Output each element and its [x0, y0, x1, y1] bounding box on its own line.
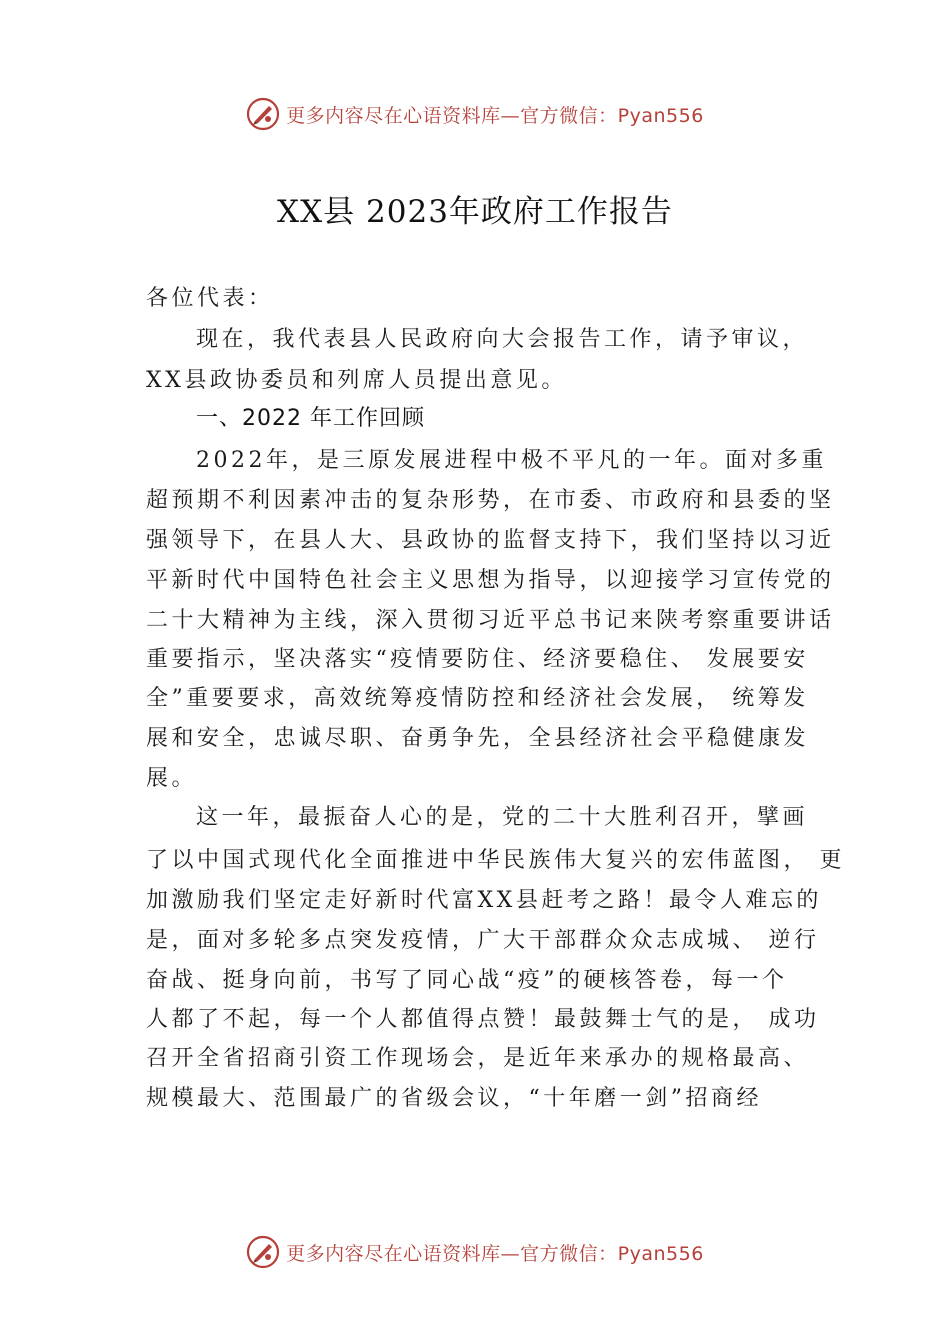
paragraph2-line: 人都了不起，每一个人都值得点赞！最鼓舞士气的是， 成功	[146, 1007, 820, 1032]
paragraph1-line: 超预期不利因素冲击的复杂形势，在市委、市政府和县委的坚	[146, 488, 835, 513]
header-banner	[0, 94, 950, 134]
banner-slogan: 更多内容尽在心语资料库—官方微信：	[286, 1242, 618, 1265]
paragraph1-line: 二十大精神为主线，深入贯彻习近平总书记来陕考察重要讲话	[146, 608, 835, 633]
document-title: XX县 2023年政府工作报告	[277, 194, 673, 230]
brand-logo-icon	[246, 1235, 280, 1269]
paragraph2-line: 规模最大、范围最广的省级会议，“十年磨一剑”招商经	[146, 1086, 762, 1111]
paragraph2-line: 这一年，最振奋人心的是，党的二十大胜利召开，擘画	[196, 805, 809, 830]
section-heading: 一、2022 年工作回顾	[196, 406, 425, 431]
intro-line-1: 现在，我代表县人民政府向大会报告工作，请予审议，	[196, 327, 809, 352]
banner-wechat-id: Pyan556	[617, 1242, 704, 1265]
paragraph1-line: 全”重要要求，高效统筹疫情防控和经济社会发展， 统筹发	[146, 686, 809, 711]
footer-banner	[0, 1232, 950, 1272]
banner-text	[286, 101, 704, 128]
brand-logo-icon	[246, 97, 280, 131]
paragraph2-line: 召开全省招商引资工作现场会，是近年来承办的规格最高、	[146, 1046, 810, 1071]
banner-text	[286, 1239, 704, 1266]
paragraph1-line: 平新时代中国特色社会主义思想为指导，以迎接学习宣传党的	[146, 568, 835, 593]
paragraph1-line: 展。	[146, 766, 198, 791]
banner-wechat-id: Pyan556	[617, 104, 704, 127]
paragraph2-line: 加激励我们坚定走好新时代富XX县赶考之路！最令人难忘的	[146, 888, 822, 913]
salutation: 各位代表：	[146, 286, 274, 311]
intro-line-2: XX县政协委员和列席人员提出意见。	[146, 368, 567, 393]
paragraph2-line: 了以中国式现代化全面推进中华民族伟大复兴的宏伟蓝图， 更	[146, 848, 845, 873]
paragraph1-line: 2022年，是三原发展进程中极不平凡的一年。面对多重	[196, 448, 827, 473]
paragraph1-line: 强领导下，在县人大、县政协的监督支持下，我们坚持以习近	[146, 528, 835, 553]
paragraph1-line: 展和安全，忠诚尽职、奋勇争先，全县经济社会平稳健康发	[146, 726, 810, 751]
paragraph2-line: 是，面对多轮多点突发疫情，广大干部群众众志成城、 逆行	[146, 928, 820, 953]
paragraph1-line: 重要指示，坚决落实“疫情要防住、经济要稳住、 发展要安	[146, 647, 809, 672]
banner-slogan: 更多内容尽在心语资料库—官方微信：	[286, 104, 618, 127]
paragraph2-line: 奋战、挺身向前，书写了同心战“疫”的硬核答卷，每一个	[146, 968, 788, 993]
